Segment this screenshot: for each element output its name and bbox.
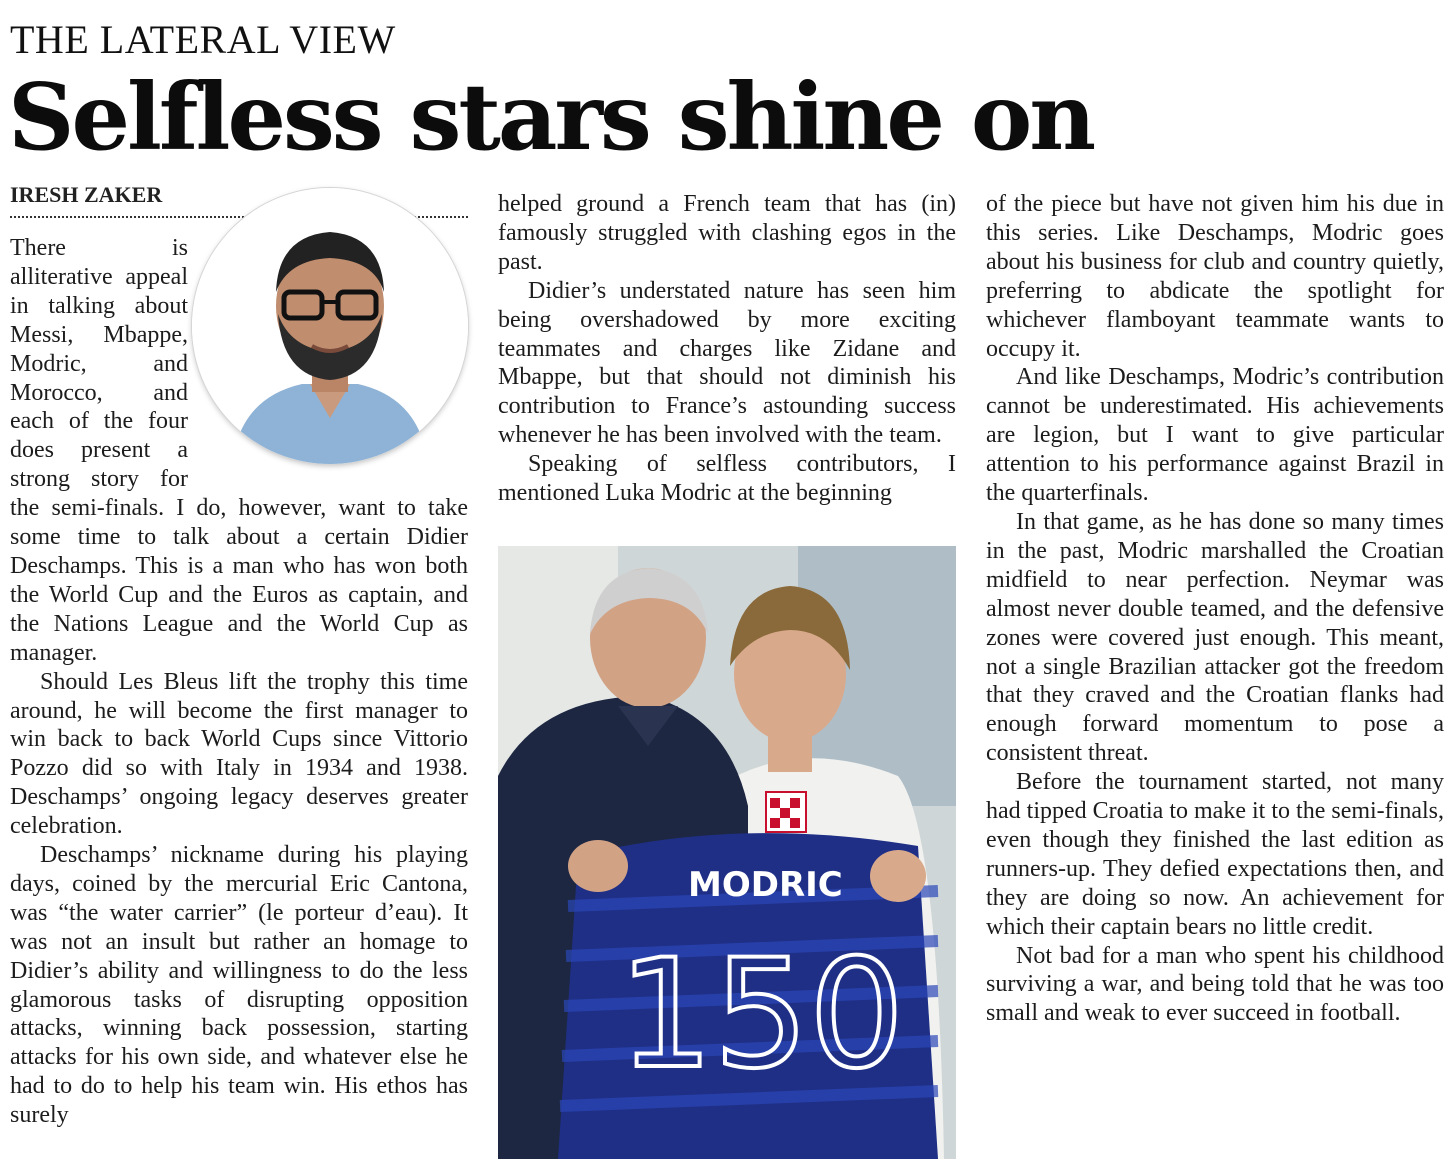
paragraph: Deschamps’ nickname during his playing days, coined by the mercurial Eric Cantona, was “the water carrier” (le porteur d’eau). It was not an insult but rather an homage to Didier’s ability and willingness to do the less glamorous tasks of disrupting opposition attacks, winning back possession, starting attacks for his own side, and whatever else he had to do to help his team win. His ethos has surely [10, 842, 468, 1129]
paragraph: Not bad for a man who spent his childhood surviving a war, and being told that he was too small and weak to ever succeed in football. [986, 942, 1444, 1027]
paragraph: Before the tournament started, not many had tipped Croatia to make it to the semi-finals, even though they finished the last edition as runners-up. They defied expectations then, and they are doing so now. An achievement for which their captain bears no little credit. [986, 769, 1444, 940]
paragraph: Speaking of selfless contributors, I mentioned Luka Modric at the beginning [498, 451, 956, 507]
paragraph: In that game, as he has done so many times in the past, Modric marshalled the Croatian midfield to near perfection. Neymar was almost never double teamed, and the defensive zones were covered just enough. This meant, not a single Brazilian attacker got the freedom that they craved and the Croatian flanks had enough forward momentum to pose a consistent threat. [986, 508, 1444, 767]
jersey-number: 150 [618, 928, 905, 1102]
paragraph: helped ground a French team that has (in) famously struggled with clashing egos in the past. [498, 191, 956, 275]
author-portrait-illustration [192, 188, 468, 464]
article-column-2 [498, 190, 956, 508]
article-column-3 [986, 190, 1444, 1028]
paragraph: Should Les Bleus lift the trophy this time around, he will become the first manager to win back to back World Cups since Vittorio Pozzo did so with Italy in 1934 and 1938. Deschamps’ ongoing legacy deserves greater celebration. [10, 668, 468, 840]
jersey-name: MODRIC [688, 865, 843, 905]
paragraph: There is alliterative appeal in talking about Messi, Mbappe, Modric, and Morocco, and each of the four does present a strong story for the semi-finals. I do, however, want to take some time to talk about a certain Didier Deschamps. This is a man who has won both the World Cup and the Euros as captain, and the Nations League and the World Cup as manager. [10, 235, 468, 666]
section-kicker: THE LATERAL VIEW [10, 17, 396, 62]
paragraph: of the piece but have not given him his due in this series. Like Deschamps, Modric goes about his business for club and country quietly, preferring to abdicate the spotlight for whichever flamboyant teammate wants to occupy it. [986, 191, 1444, 362]
byline: IRESH ZAKER [10, 182, 163, 207]
article-photo [498, 546, 956, 1159]
headline: Selfless stars shine on [8, 63, 1094, 171]
author-portrait [192, 188, 468, 464]
paragraph: Didier’s understated nature has seen him being overshadowed by more exciting teammates and charges like Zidane and Mbappe, but that should not diminish his contribution to France’s astounding success whenever he has been involved with the team. [498, 277, 956, 449]
paragraph: And like Deschamps, Modric’s contribution cannot be underestimated. His achievements are legion, but I want to give particular attention to his performance against Brazil in the quarterfinals. [986, 364, 1444, 507]
photo-illustration [498, 546, 956, 1159]
